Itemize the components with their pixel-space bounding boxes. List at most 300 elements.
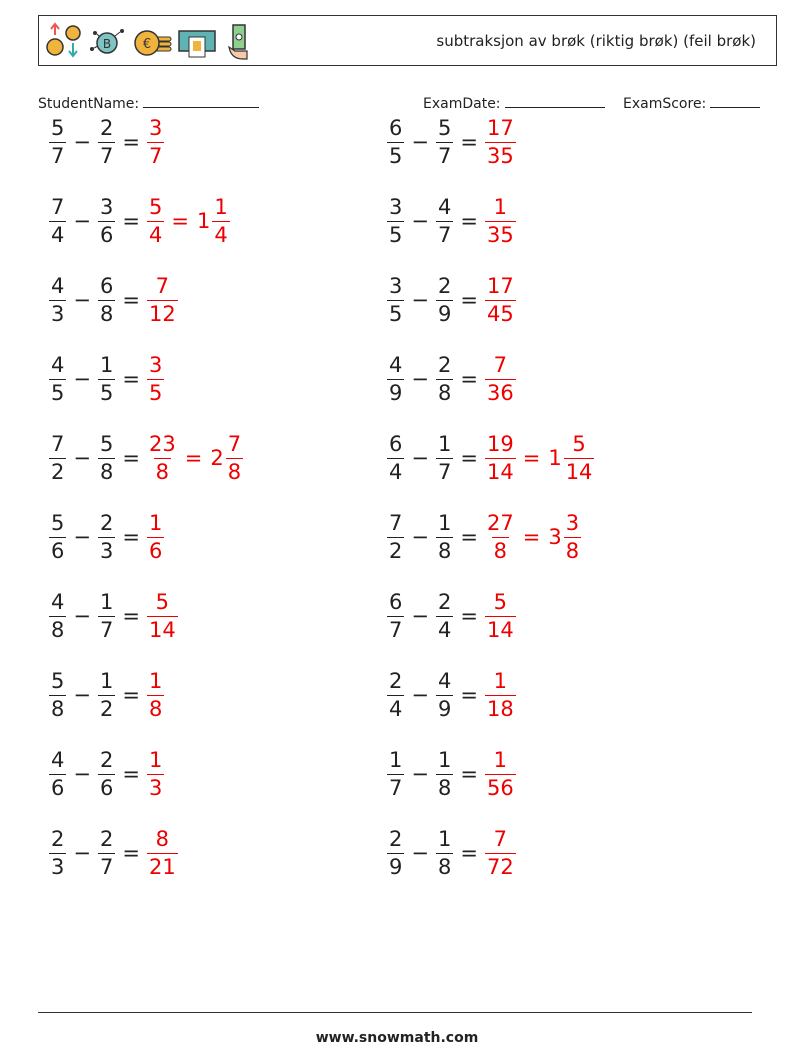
fraction-b (98, 194, 115, 247)
footer-divider (38, 1012, 752, 1013)
mixed-whole: 1 (196, 209, 211, 233)
denominator: 8 (51, 696, 65, 721)
answer-fraction (147, 510, 164, 563)
answer (482, 589, 519, 642)
numerator: 5 (572, 431, 586, 456)
equals-sign: = (122, 604, 140, 628)
numerator: 19 (486, 431, 514, 456)
answer-fraction (147, 431, 178, 484)
denominator: 3 (99, 538, 114, 563)
answer (144, 352, 167, 405)
hand-banknote-icon (221, 21, 255, 61)
minus-sign: − (411, 604, 429, 628)
denominator: 7 (51, 143, 65, 168)
denominator: 4 (214, 222, 228, 247)
numerator: 5 (155, 589, 170, 614)
answer-fraction (485, 431, 516, 484)
denominator: 8 (148, 696, 163, 721)
equals-sign: = (122, 762, 140, 786)
numerator: 2 (99, 115, 114, 140)
equals-sign: = (122, 130, 140, 154)
numerator: 4 (51, 589, 65, 614)
fraction-a (387, 747, 404, 800)
denominator: 8 (437, 854, 452, 879)
numerator: 1 (493, 747, 508, 772)
fraction-b (436, 352, 453, 405)
answer-fraction (485, 747, 516, 800)
denominator: 5 (389, 143, 403, 168)
numerator: 3 (148, 352, 163, 377)
denominator: 8 (227, 459, 242, 484)
answer (482, 115, 519, 168)
svg-text:€: € (142, 37, 152, 52)
minus-sign: − (73, 525, 91, 549)
minus-sign: − (73, 762, 91, 786)
fraction-b (436, 668, 453, 721)
denominator: 56 (486, 775, 514, 800)
fraction-b (98, 747, 115, 800)
numerator: 6 (389, 589, 403, 614)
fraction-b (98, 668, 115, 721)
fraction-b (98, 115, 115, 168)
question (46, 589, 144, 642)
equals-sign: = (460, 683, 478, 707)
denominator: 4 (389, 459, 403, 484)
denominator: 8 (51, 617, 65, 642)
footer-url: www.snowmath.com (315, 1030, 479, 1046)
question (384, 747, 482, 800)
numerator: 8 (155, 826, 170, 851)
fraction-a (49, 589, 66, 642)
denominator: 72 (486, 854, 514, 879)
fraction-a (49, 352, 66, 405)
numerator: 1 (437, 826, 452, 851)
answer-equals-sign: = (522, 525, 541, 549)
minus-sign: − (73, 446, 91, 470)
answer-fraction (485, 194, 516, 247)
numerator: 1 (214, 194, 228, 219)
answer (482, 747, 519, 800)
question (46, 431, 144, 484)
numerator: 7 (51, 194, 65, 219)
numerator: 6 (99, 273, 114, 298)
question (46, 826, 144, 879)
question (46, 510, 144, 563)
numerator: 4 (51, 352, 65, 377)
fraction-a (387, 194, 404, 247)
problem-row (46, 191, 233, 251)
numerator: 7 (493, 826, 508, 851)
numerator: 7 (227, 431, 242, 456)
denominator: 21 (148, 854, 176, 879)
denominator: 3 (51, 301, 65, 326)
numerator: 1 (148, 747, 163, 772)
numerator: 5 (148, 194, 163, 219)
student-name (38, 93, 259, 112)
numerator: 3 (389, 273, 403, 298)
numerator: 2 (437, 352, 452, 377)
denominator: 7 (99, 854, 114, 879)
answer (482, 668, 519, 721)
exam-date-label: ExamDate: (423, 96, 501, 112)
problem-row (384, 349, 519, 409)
answer-fraction (485, 273, 516, 326)
question (384, 273, 482, 326)
exam-score-blank[interactable] (710, 93, 760, 108)
answer-fraction (485, 589, 516, 642)
denominator: 14 (486, 459, 514, 484)
equals-sign: = (460, 209, 478, 233)
denominator: 6 (148, 538, 163, 563)
problem-row (384, 744, 519, 804)
problem-row (46, 823, 181, 883)
answer (144, 273, 181, 326)
denominator: 45 (486, 301, 514, 326)
equals-sign: = (460, 762, 478, 786)
numerator: 3 (148, 115, 163, 140)
numerator: 7 (493, 352, 508, 377)
denominator: 8 (493, 538, 508, 563)
fraction-a (49, 826, 66, 879)
denominator: 8 (99, 301, 114, 326)
denominator: 7 (437, 222, 452, 247)
numerator: 1 (493, 194, 508, 219)
minus-sign: − (411, 683, 429, 707)
fraction-a (387, 115, 404, 168)
answer (482, 431, 597, 484)
denominator: 35 (486, 222, 514, 247)
question (384, 352, 482, 405)
minus-sign: − (411, 288, 429, 312)
answer-equals-sign: = (171, 209, 189, 233)
denominator: 8 (155, 459, 170, 484)
answer (144, 510, 167, 563)
exam-score (623, 93, 760, 112)
exam-date-blank[interactable] (505, 93, 605, 108)
numerator: 1 (99, 352, 114, 377)
minus-sign: − (73, 683, 91, 707)
equals-sign: = (460, 525, 478, 549)
worksheet-title: subtraksjon av brøk (riktig brøk) (feil brøk) (436, 32, 756, 50)
denominator: 4 (51, 222, 65, 247)
minus-sign: − (411, 525, 429, 549)
mixed-whole: 1 (548, 446, 562, 470)
numerator: 2 (437, 589, 452, 614)
answer (482, 510, 584, 563)
answer (144, 431, 246, 484)
answer-fraction (147, 747, 164, 800)
denominator: 7 (148, 143, 163, 168)
question (384, 510, 482, 563)
fraction-a (49, 510, 66, 563)
question (46, 668, 144, 721)
numerator: 3 (99, 194, 114, 219)
denominator: 8 (565, 538, 580, 563)
question (46, 352, 144, 405)
answer-fraction (147, 589, 178, 642)
fraction-b (98, 431, 115, 484)
numerator: 4 (389, 352, 403, 377)
denominator: 5 (99, 380, 114, 405)
minus-sign: − (73, 604, 91, 628)
fraction-a (387, 431, 404, 484)
denominator: 35 (486, 143, 514, 168)
question (46, 273, 144, 326)
fraction-a (49, 194, 66, 247)
mixed-whole: 2 (210, 446, 224, 470)
equals-sign: = (460, 130, 478, 154)
numerator: 1 (99, 589, 114, 614)
denominator: 9 (389, 380, 403, 405)
minus-sign: − (73, 288, 91, 312)
problem-row (384, 112, 519, 172)
denominator: 3 (148, 775, 163, 800)
question (384, 194, 482, 247)
numerator: 6 (389, 431, 403, 456)
denominator: 8 (437, 538, 452, 563)
equals-sign: = (122, 209, 140, 233)
denominator: 9 (389, 854, 403, 879)
fraction-b (98, 352, 115, 405)
denominator: 12 (148, 301, 176, 326)
numerator: 1 (437, 431, 452, 456)
problem-row (46, 744, 167, 804)
fraction-a (49, 668, 66, 721)
equals-sign: = (460, 604, 478, 628)
numerator: 5 (437, 115, 452, 140)
equals-sign: = (122, 841, 140, 865)
worksheet-header (38, 15, 777, 66)
numerator: 5 (51, 510, 65, 535)
answer-fraction (485, 826, 516, 879)
numerator: 2 (99, 747, 114, 772)
denominator: 7 (389, 775, 403, 800)
numerator: 2 (437, 273, 452, 298)
fraction-b (98, 826, 115, 879)
minus-sign: − (411, 762, 429, 786)
numerator: 1 (437, 747, 452, 772)
minus-sign: − (73, 209, 91, 233)
denominator: 7 (437, 143, 452, 168)
problem-row (46, 270, 181, 330)
numerator: 7 (155, 273, 170, 298)
denominator: 14 (486, 617, 514, 642)
denominator: 5 (389, 222, 403, 247)
denominator: 18 (486, 696, 514, 721)
svg-text:B: B (102, 37, 112, 51)
cash-register-icon (177, 21, 217, 61)
denominator: 4 (389, 696, 403, 721)
equals-sign: = (122, 367, 140, 391)
numerator: 1 (99, 668, 114, 693)
fraction-b (436, 431, 453, 484)
answer-fraction (147, 352, 164, 405)
answer-fraction (147, 273, 178, 326)
denominator: 5 (389, 301, 403, 326)
coins-exchange-icon (43, 21, 83, 61)
equals-sign: = (122, 525, 140, 549)
denominator: 2 (389, 538, 403, 563)
answer-fraction (485, 352, 516, 405)
fraction-b (98, 510, 115, 563)
denominator: 8 (437, 775, 452, 800)
minus-sign: − (411, 130, 429, 154)
fraction-b (98, 273, 115, 326)
fraction-a (49, 273, 66, 326)
question (384, 431, 482, 484)
question (46, 747, 144, 800)
minus-sign: − (411, 841, 429, 865)
problem-row (384, 270, 519, 330)
denominator: 8 (99, 459, 114, 484)
fraction-a (49, 747, 66, 800)
answer-fraction (485, 510, 516, 563)
answer-fraction (485, 668, 516, 721)
answer (144, 826, 181, 879)
denominator: 8 (437, 380, 452, 405)
mixed-whole: 3 (548, 525, 562, 549)
numerator: 3 (389, 194, 403, 219)
denominator: 7 (99, 617, 114, 642)
answer-equals-sign: = (522, 446, 541, 470)
answer (144, 194, 233, 247)
answer (482, 194, 519, 247)
denominator: 9 (437, 696, 452, 721)
answer (144, 747, 167, 800)
denominator: 14 (148, 617, 176, 642)
equals-sign: = (460, 446, 478, 470)
answer-fraction (147, 668, 164, 721)
numerator: 23 (148, 431, 176, 456)
numerator: 6 (389, 115, 403, 140)
numerator: 4 (51, 273, 65, 298)
fraction-b (436, 115, 453, 168)
question (46, 194, 144, 247)
denominator: 6 (99, 222, 114, 247)
question (384, 826, 482, 879)
fraction-a (387, 589, 404, 642)
fraction-b (98, 589, 115, 642)
denominator: 6 (51, 775, 65, 800)
fraction-a (387, 352, 404, 405)
denominator: 7 (389, 617, 403, 642)
equals-sign: = (460, 288, 478, 312)
mixed-fraction (564, 431, 595, 484)
problem-row (384, 191, 519, 251)
answer-fraction (147, 194, 164, 247)
problem-row (384, 665, 519, 725)
fraction-b (436, 826, 453, 879)
exam-score-label: ExamScore: (623, 96, 707, 112)
euro-coins-icon (131, 21, 173, 61)
student-name-label: StudentName: (38, 96, 140, 112)
student-name-blank[interactable] (143, 93, 259, 108)
denominator: 3 (51, 854, 65, 879)
header-icons (43, 20, 255, 62)
minus-sign: − (73, 130, 91, 154)
problem-row (46, 507, 167, 567)
numerator: 2 (99, 510, 114, 535)
question (384, 589, 482, 642)
numerator: 7 (51, 431, 65, 456)
denominator: 6 (51, 538, 65, 563)
denominator: 36 (486, 380, 514, 405)
numerator: 5 (99, 431, 114, 456)
mixed-fraction (564, 510, 581, 563)
minus-sign: − (411, 446, 429, 470)
fraction-b (436, 589, 453, 642)
denominator: 9 (437, 301, 452, 326)
minus-sign: − (73, 841, 91, 865)
denominator: 4 (148, 222, 163, 247)
problem-row (384, 428, 597, 488)
question (46, 115, 144, 168)
equals-sign: = (122, 683, 140, 707)
problem-row (46, 586, 181, 646)
answer (144, 589, 181, 642)
answer-fraction (147, 115, 164, 168)
answer-fraction (147, 826, 178, 879)
denominator: 2 (51, 459, 65, 484)
fraction-b (436, 194, 453, 247)
denominator: 4 (437, 617, 452, 642)
problem-row (46, 112, 167, 172)
numerator: 17 (486, 115, 514, 140)
fraction-a (49, 115, 66, 168)
mixed-fraction (212, 194, 229, 247)
denominator: 5 (51, 380, 65, 405)
bitcoin-network-icon (87, 21, 127, 61)
numerator: 2 (389, 668, 403, 693)
fraction-b (436, 273, 453, 326)
answer-equals-sign: = (184, 446, 203, 470)
equals-sign: = (460, 841, 478, 865)
numerator: 1 (493, 668, 508, 693)
equals-sign: = (460, 367, 478, 391)
numerator: 1 (437, 510, 452, 535)
numerator: 3 (565, 510, 580, 535)
numerator: 1 (389, 747, 403, 772)
fraction-a (387, 273, 404, 326)
answer (482, 826, 519, 879)
minus-sign: − (73, 367, 91, 391)
denominator: 7 (437, 459, 452, 484)
answer (144, 115, 167, 168)
fraction-a (387, 826, 404, 879)
answer (144, 668, 167, 721)
numerator: 1 (148, 510, 163, 535)
fraction-a (387, 668, 404, 721)
question (384, 668, 482, 721)
numerator: 4 (437, 194, 452, 219)
denominator: 2 (99, 696, 114, 721)
fraction-b (436, 510, 453, 563)
problem-row (46, 665, 167, 725)
mixed-fraction (226, 431, 243, 484)
numerator: 4 (51, 747, 65, 772)
numerator: 5 (51, 115, 65, 140)
answer-fraction (485, 115, 516, 168)
numerator: 1 (148, 668, 163, 693)
numerator: 5 (493, 589, 508, 614)
question (384, 115, 482, 168)
numerator: 2 (389, 826, 403, 851)
fraction-b (436, 747, 453, 800)
exam-date (423, 93, 605, 112)
problem-row (384, 507, 584, 567)
problem-row (46, 428, 246, 488)
denominator: 14 (565, 459, 593, 484)
